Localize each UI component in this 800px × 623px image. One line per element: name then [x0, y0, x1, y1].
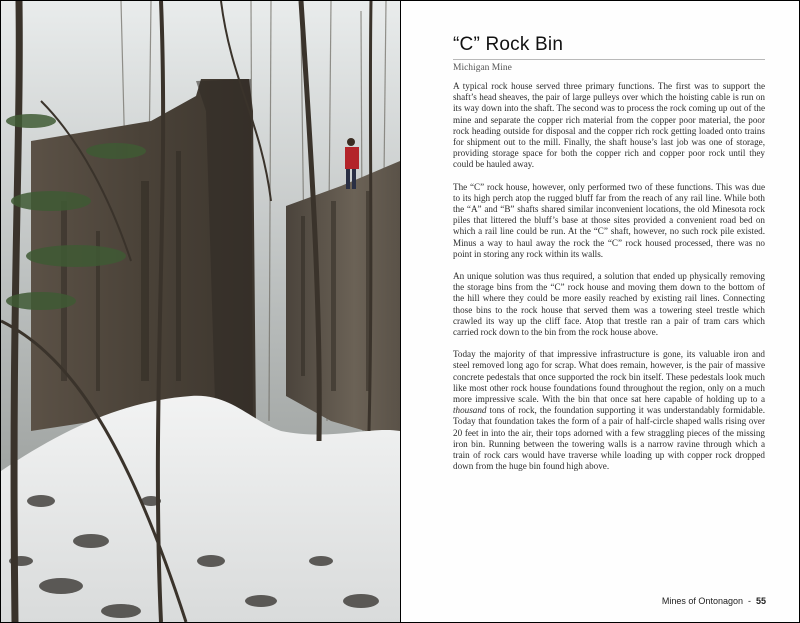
page-footer [662, 596, 766, 606]
title-divider [453, 59, 765, 60]
paragraph-text: Today the majority of that impressive infrastructure is gone, its valuable iron and steel removed long ago for scrap. What does remain, however, is the pair of massive concrete pedestals that once supported the rock bin itself. These pedestals look much like most other rock house foundations found throughout the region, only on a much more impressive scale. With the bin that once sat here capable of holding up to a [453, 349, 765, 405]
paragraph-text: The “C” rock house, however, only performed two of these functions. This was due to its high perch atop the rugged bluff far from the reach of any rail line. While both the “A” and “B” shafts shared similar inconvenient locations, the old Minesota rock piles that littered the bluff’s base at those sites provided a convenient road bed on which a rail line could be run. At the “C” shaft, however, no such rock pile existed. Minus a way to haul away the rock the “C” rock housed processed, there was no point in storing any rock within its walls. [453, 181, 765, 259]
page-title: “C” Rock Bin [453, 34, 564, 55]
text-page [401, 1, 799, 622]
body-text [453, 81, 765, 484]
paragraph [453, 349, 765, 472]
paragraph [453, 271, 765, 338]
page-subtitle: Michigan Mine [453, 63, 512, 73]
emphasized-text: thousand [453, 405, 487, 416]
photograph [1, 1, 400, 622]
footer-separator: - [747, 596, 751, 606]
paragraph [453, 81, 765, 171]
paragraph-text: tons of rock, the foundation supporting it was understandably formidable. Today that foundation takes the form of a pair of half-circle shaped walls rising over 20 feet in into the air, their tops adorned with a few straggling pieces of the missing iron bin. Running between the towering walls is a narrow ravine through which a train of rock cars would have traverse while loading up with copper rock dropped down from the huge bin found high above. [453, 405, 765, 472]
page-number: 55 [755, 596, 766, 606]
paragraph [453, 182, 765, 260]
paragraph-text: An unique solution was thus required, a solution that ended up physically removing the storage bins from the “C” rock house and moving them down to the bottom of the hill where they could be more easily reached by existing rail lines. Connecting those bins to the rock house that served them was a towering steel trestle which crawled its way up the cliff face. Atop that trestle ran a pair of tram cars which carried rock down to the bin from the rock house above. [453, 271, 765, 338]
book-title: Mines of Ontonagon [661, 596, 743, 606]
photo-illustration [1, 1, 400, 622]
paragraph-text: A typical rock house served three primary functions. The first was to support the shaft’s head sheaves, the pair of large pulleys over which the hoisting cable is run on its way down into the shaft. The second was to process the rock coming up out of the mine and separate the copper rich material from the copper poor material, the poor rock heading outside for disposal and the copper rich rock getting loaded onto trains for shipment out to the mill. Finally, the shaft house’s last job was one of storage, providing storage space for both the copper rich and copper poor rock until they could be hauled away. [453, 81, 765, 170]
